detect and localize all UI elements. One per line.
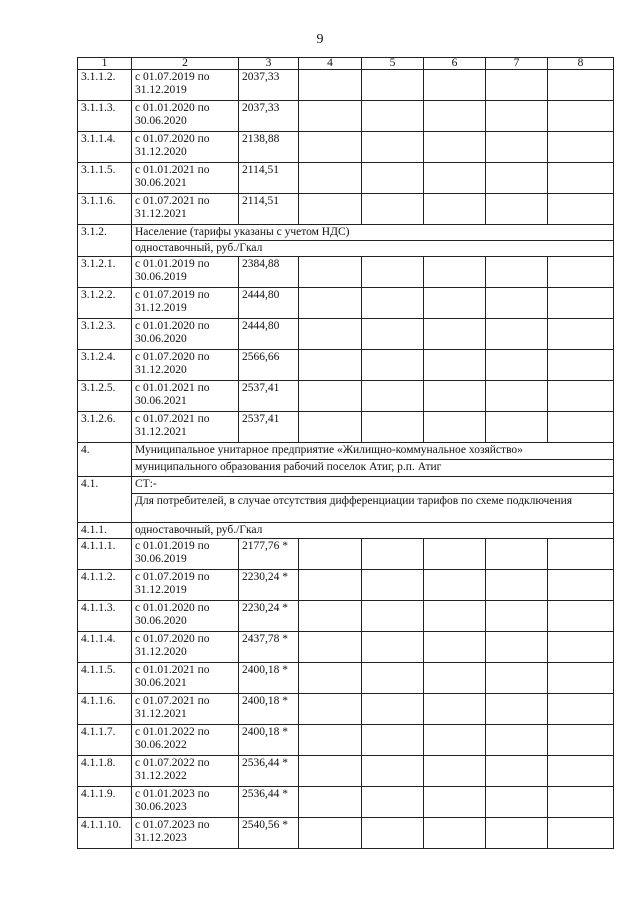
table-row [78,132,614,163]
row-code: 3.1.1.5. [78,163,132,194]
empty-cell-col-4 [299,632,362,663]
empty-cell-col-8 [548,539,614,570]
empty-cell-col-6 [424,163,486,194]
empty-cell-col-7 [486,70,548,101]
empty-cell-col-5 [362,163,424,194]
table-row [78,694,614,725]
section-3-1-2-title-row [78,225,614,241]
table-row [78,194,614,225]
row-value: 2444,80 [239,288,299,319]
table-row [78,412,614,443]
empty-cell-col-8 [548,101,614,132]
empty-cell-col-5 [362,601,424,632]
empty-cell-col-4 [299,381,362,412]
empty-cell-col-8 [548,350,614,381]
empty-cell-col-7 [486,756,548,787]
table-row [78,350,614,381]
empty-cell-col-8 [548,288,614,319]
col-header-1: 1 [78,58,132,70]
empty-cell-col-6 [424,288,486,319]
table-row [78,70,614,101]
row-period: с 01.07.2019 по 31.12.2019 [132,70,239,101]
empty-cell-col-4 [299,725,362,756]
empty-cell-col-7 [486,257,548,288]
empty-cell-col-7 [486,725,548,756]
row-period: с 01.01.2020 по 30.06.2020 [132,319,239,350]
row-period: с 01.01.2021 по 30.06.2021 [132,663,239,694]
empty-cell-col-7 [486,601,548,632]
section-4-1-subtitle: Для потребителей, в случае отсутствия дифференциации тарифов по схеме подключения [132,494,614,523]
row-period: с 01.01.2019 по 30.06.2019 [132,257,239,288]
row-period: с 01.07.2021 по 31.12.2021 [132,412,239,443]
empty-cell-col-6 [424,70,486,101]
empty-cell-col-4 [299,163,362,194]
section-4-subtitle-row [78,460,614,477]
row-value: 2177,76 * [239,539,299,570]
row-value: 2536,44 * [239,787,299,818]
empty-cell-col-6 [424,632,486,663]
empty-cell-col-8 [548,756,614,787]
row-period: с 01.07.2020 по 31.12.2020 [132,132,239,163]
row-period: с 01.07.2020 по 31.12.2020 [132,632,239,663]
section-4-1-code: 4.1. [78,477,132,523]
empty-cell-col-6 [424,787,486,818]
empty-cell-col-8 [548,163,614,194]
row-code: 4.1.1.5. [78,663,132,694]
row-period: с 01.07.2022 по 31.12.2022 [132,756,239,787]
tariff-table [77,57,614,849]
table-row [78,288,614,319]
row-code: 3.1.2.4. [78,350,132,381]
empty-cell-col-6 [424,132,486,163]
row-period: с 01.01.2020 по 30.06.2020 [132,601,239,632]
row-code: 3.1.2.1. [78,257,132,288]
empty-cell-col-8 [548,70,614,101]
empty-cell-col-4 [299,570,362,601]
table-row [78,539,614,570]
section-4-title-row [78,443,614,460]
row-code: 3.1.1.6. [78,194,132,225]
empty-cell-col-4 [299,257,362,288]
table-row [78,163,614,194]
section-4-1-1-row [78,523,614,539]
col-header-5: 5 [362,58,424,70]
row-value: 2384,88 [239,257,299,288]
empty-cell-col-5 [362,194,424,225]
row-value: 2230,24 * [239,570,299,601]
empty-cell-col-8 [548,570,614,601]
empty-cell-col-5 [362,101,424,132]
header-row [78,58,614,70]
empty-cell-col-7 [486,412,548,443]
empty-cell-col-7 [486,632,548,663]
empty-cell-col-5 [362,818,424,849]
empty-cell-col-7 [486,350,548,381]
empty-cell-col-4 [299,412,362,443]
table-body [78,58,614,849]
table-row [78,725,614,756]
empty-cell-col-7 [486,570,548,601]
empty-cell-col-8 [548,694,614,725]
section-4-1-1-code: 4.1.1. [78,523,132,539]
section-3-1-2-title: Население (тарифы указаны с учетом НДС) [132,225,614,241]
empty-cell-col-4 [299,319,362,350]
empty-cell-col-8 [548,601,614,632]
row-code: 4.1.1.1. [78,539,132,570]
row-code: 4.1.1.2. [78,570,132,601]
row-value: 2444,80 [239,319,299,350]
col-header-2: 2 [132,58,239,70]
row-code: 4.1.1.3. [78,601,132,632]
row-value: 2437,78 * [239,632,299,663]
row-code: 4.1.1.9. [78,787,132,818]
empty-cell-col-8 [548,381,614,412]
empty-cell-col-4 [299,101,362,132]
row-value: 2400,18 * [239,663,299,694]
row-code: 3.1.1.4. [78,132,132,163]
empty-cell-col-5 [362,663,424,694]
empty-cell-col-7 [486,539,548,570]
empty-cell-col-8 [548,725,614,756]
empty-cell-col-4 [299,663,362,694]
row-period: с 01.01.2022 по 30.06.2022 [132,725,239,756]
empty-cell-col-5 [362,381,424,412]
row-code: 4.1.1.6. [78,694,132,725]
row-value: 2037,33 [239,70,299,101]
empty-cell-col-4 [299,70,362,101]
row-period: с 01.07.2023 по 31.12.2023 [132,818,239,849]
row-value: 2400,18 * [239,694,299,725]
empty-cell-col-4 [299,818,362,849]
col-header-8: 8 [548,58,614,70]
empty-cell-col-6 [424,756,486,787]
empty-cell-col-5 [362,694,424,725]
empty-cell-col-6 [424,350,486,381]
empty-cell-col-4 [299,288,362,319]
empty-cell-col-7 [486,101,548,132]
empty-cell-col-8 [548,632,614,663]
empty-cell-col-4 [299,194,362,225]
empty-cell-col-6 [424,601,486,632]
section-4-1-subtitle-row [78,494,614,523]
empty-cell-col-5 [362,725,424,756]
empty-cell-col-5 [362,539,424,570]
empty-cell-col-5 [362,756,424,787]
empty-cell-col-5 [362,257,424,288]
table-row [78,319,614,350]
section-3-1-2-subtitle-row [78,241,614,257]
table-row [78,787,614,818]
empty-cell-col-7 [486,694,548,725]
empty-cell-col-5 [362,570,424,601]
table-row [78,663,614,694]
empty-cell-col-4 [299,350,362,381]
row-code: 3.1.2.2. [78,288,132,319]
table-row [78,570,614,601]
empty-cell-col-8 [548,257,614,288]
row-code: 4.1.1.8. [78,756,132,787]
empty-cell-col-8 [548,412,614,443]
table-row [78,818,614,849]
empty-cell-col-5 [362,70,424,101]
row-period: с 01.01.2019 по 30.06.2019 [132,539,239,570]
empty-cell-col-4 [299,694,362,725]
row-period: с 01.07.2020 по 31.12.2020 [132,350,239,381]
empty-cell-col-5 [362,132,424,163]
row-period: с 01.01.2023 по 30.06.2023 [132,787,239,818]
table-row [78,601,614,632]
section-3-1-2-subtitle: одноставочный, руб./Гкал [132,241,614,257]
row-code: 4.1.1.10. [78,818,132,849]
empty-cell-col-6 [424,818,486,849]
empty-cell-col-6 [424,539,486,570]
col-header-4: 4 [299,58,362,70]
row-period: с 01.01.2020 по 30.06.2020 [132,101,239,132]
empty-cell-col-5 [362,412,424,443]
empty-cell-col-7 [486,163,548,194]
section-4-1-1-title: одноставочный, руб./Гкал [132,523,614,539]
empty-cell-col-8 [548,663,614,694]
empty-cell-col-7 [486,663,548,694]
table-row [78,257,614,288]
empty-cell-col-8 [548,818,614,849]
empty-cell-col-6 [424,257,486,288]
row-period: с 01.07.2021 по 31.12.2021 [132,694,239,725]
page-number: 9 [316,32,324,47]
row-code: 3.1.1.2. [78,70,132,101]
empty-cell-col-6 [424,319,486,350]
row-value: 2114,51 [239,194,299,225]
empty-cell-col-5 [362,632,424,663]
empty-cell-col-7 [486,132,548,163]
table-row [78,632,614,663]
row-period: с 01.01.2021 по 30.06.2021 [132,381,239,412]
row-value: 2114,51 [239,163,299,194]
row-code: 3.1.2.6. [78,412,132,443]
empty-cell-col-6 [424,725,486,756]
empty-cell-col-6 [424,194,486,225]
empty-cell-col-4 [299,787,362,818]
empty-cell-col-4 [299,601,362,632]
row-value: 2138,88 [239,132,299,163]
row-period: с 01.01.2021 по 30.06.2021 [132,163,239,194]
col-header-3: 3 [239,58,299,70]
row-value: 2540,56 * [239,818,299,849]
section-4-title: Муниципальное унитарное предприятие «Жилищно-коммунальное хозяйство» [132,443,614,460]
empty-cell-col-6 [424,694,486,725]
empty-cell-col-7 [486,381,548,412]
row-code: 3.1.1.3. [78,101,132,132]
empty-cell-col-6 [424,381,486,412]
table-row [78,381,614,412]
section-4-subtitle: муниципального образования рабочий поселок Атиг, р.п. Атиг [132,460,614,477]
empty-cell-col-8 [548,319,614,350]
empty-cell-col-5 [362,350,424,381]
empty-cell-col-8 [548,132,614,163]
table-row [78,101,614,132]
empty-cell-col-6 [424,570,486,601]
row-period: с 01.07.2019 по 31.12.2019 [132,570,239,601]
empty-cell-col-4 [299,756,362,787]
section-4-1-title-row [78,477,614,494]
empty-cell-col-5 [362,319,424,350]
empty-cell-col-6 [424,663,486,694]
empty-cell-col-5 [362,288,424,319]
row-period: с 01.07.2021 по 31.12.2021 [132,194,239,225]
empty-cell-col-7 [486,194,548,225]
row-value: 2037,33 [239,101,299,132]
empty-cell-col-7 [486,288,548,319]
empty-cell-col-6 [424,412,486,443]
empty-cell-col-7 [486,319,548,350]
empty-cell-col-7 [486,787,548,818]
table-row [78,756,614,787]
row-code: 3.1.2.3. [78,319,132,350]
row-value: 2537,41 [239,381,299,412]
empty-cell-col-8 [548,194,614,225]
empty-cell-col-5 [362,787,424,818]
row-period: с 01.07.2019 по 31.12.2019 [132,288,239,319]
row-code: 3.1.2.5. [78,381,132,412]
row-code: 4.1.1.4. [78,632,132,663]
row-code: 4.1.1.7. [78,725,132,756]
empty-cell-col-4 [299,132,362,163]
section-4-code: 4. [78,443,132,477]
row-value: 2537,41 [239,412,299,443]
empty-cell-col-4 [299,539,362,570]
empty-cell-col-6 [424,101,486,132]
empty-cell-col-8 [548,787,614,818]
row-value: 2536,44 * [239,756,299,787]
row-value: 2566,66 [239,350,299,381]
row-value: 2230,24 * [239,601,299,632]
section-3-1-2-code: 3.1.2. [78,225,132,257]
col-header-7: 7 [486,58,548,70]
row-value: 2400,18 * [239,725,299,756]
empty-cell-col-7 [486,818,548,849]
col-header-6: 6 [424,58,486,70]
section-4-1-title: СТ:- [132,477,614,494]
